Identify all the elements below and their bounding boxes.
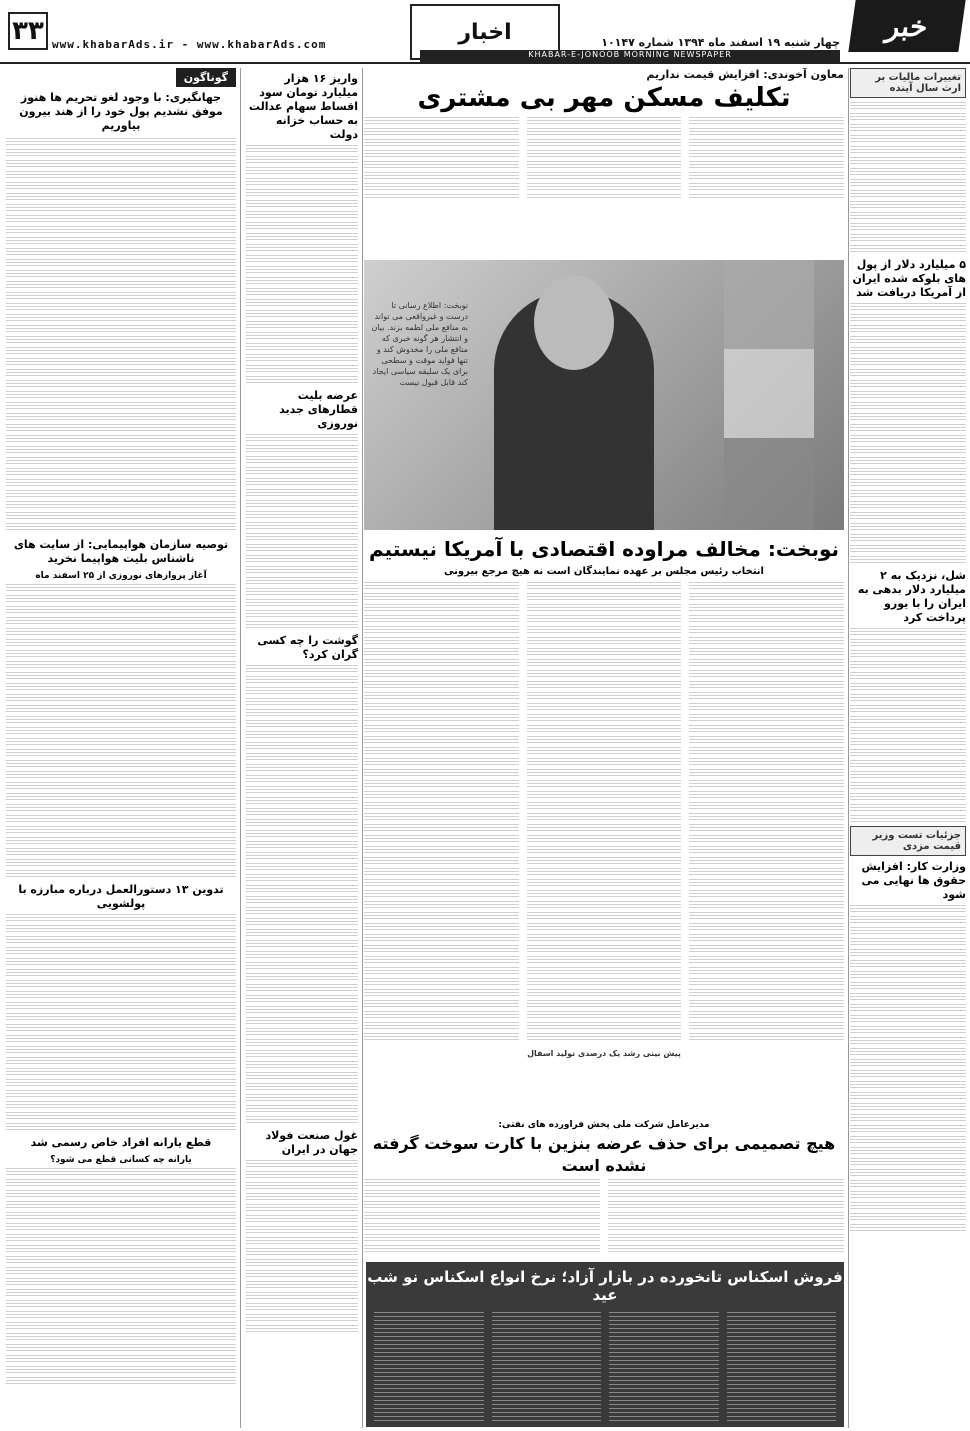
headline-2[interactable]: نوبخت: مخالف مراوده اقتصادی با آمریکا نیستیم: [368, 537, 840, 561]
left-heading-4b: یارانه چه کسانی قطع می شود؟: [50, 1155, 192, 1165]
dateline: چهار شنبه ۱۹ اسفند ماه ۱۳۹۴ شماره ۱۰۱۴۷: [601, 36, 840, 49]
page-number: ۳۳: [8, 12, 48, 50]
section-title: اخبار: [458, 19, 512, 45]
speaker-face: [534, 275, 614, 370]
middle-heading-2: عرضه بلیت قطارهای جدید نوروزی: [279, 389, 358, 430]
subhead-2: انتخاب رئیس مجلس بر عهده نمایندگان است نه هیچ مرجع بیرونی: [444, 566, 764, 577]
fuel-headline[interactable]: هیچ تصمیمی برای حذف عرضه بنزین با کارت سوخت گرفته نشده است: [372, 1134, 836, 1175]
right-column: [850, 68, 966, 1428]
right-col-heading-3: شل، نزدیک به ۲ میلیارد دلار بدهی به ایران را با یورو پرداخت کرد: [857, 569, 966, 624]
left-heading-3: تدوین ۱۳ دستورالعمل درباره مبارزه با پولشویی: [18, 883, 224, 910]
column-divider: [362, 68, 363, 1428]
inner-caption: پیش بینی رشد یک درصدی تولید اسفال: [527, 1049, 681, 1058]
column-divider: [240, 68, 241, 1428]
main-headline[interactable]: تکلیف مسکن مهر بی مشتری: [417, 83, 791, 113]
middle-column: [246, 68, 358, 1428]
fuel-story: [364, 1115, 844, 1255]
right-col-heading-2: ۵ میلیارد دلار از پول های بلوکه شده ایران از آمریکا دریافت شد: [852, 258, 966, 299]
section-box-gunagun: گوناگون: [176, 68, 236, 87]
newspaper-logo: [848, 0, 965, 52]
masthead: [0, 0, 970, 64]
middle-heading-3: گوشت را چه کسی گران کرد؟: [257, 634, 358, 661]
fuel-kicker: مدیرعامل شرکت ملی پخش فراورده های نفتی:: [498, 1120, 710, 1130]
right-col-heading-4: جزئیات تست وزیر قیمت مزدی: [850, 826, 966, 856]
right-col-heading-5: وزارت کار: افزایش حقوق ها نهایی می شود: [861, 860, 966, 901]
main-kicker: معاون آخوندی: افزایش قیمت نداریم: [646, 68, 844, 81]
middle-heading-4: غول صنعت فولاد جهان در ایران: [265, 1129, 358, 1156]
column-divider: [848, 68, 849, 1428]
main-story-top: [364, 68, 844, 198]
main-story-second: [364, 536, 844, 1176]
left-heading-2: توصیه سازمان هواپیمایی: از سایت های ناشناس بلیت هواپیما نخرید: [13, 538, 229, 565]
left-column: [6, 68, 236, 1428]
photo-caption: نوبخت: اطلاع رسانی تا درست و غیرواقعی می تواند به منافع ملی لطمه بزند. بیان و انتشار هر گونه خبری که منافع ملی را مخدوش کند و تنها فواید موقت و سطحی برای یک سلیقه سیاسی ایجاد کند قابل قبول نیست: [371, 301, 468, 387]
left-heading-2b: آغاز پروازهای نوروزی از ۲۵ اسفند ماه: [35, 571, 207, 581]
flag-image: [724, 260, 814, 530]
banknote-ad[interactable]: [366, 1262, 844, 1427]
left-heading-1: جهانگیری: با وجود لغو تحریم ها هنوز موفق نشدیم پول خود را از هند بیرون بیاوریم: [19, 91, 223, 132]
banknote-ad-title: فروش اسکناس تانخورده در بازار آزاد؛ نرخ انواع اسکناس نو شب عید: [367, 1268, 843, 1304]
site-url[interactable]: www.khabarAds.ir - www.khabarAds.com: [52, 38, 327, 51]
logo-text: خبر: [884, 9, 930, 43]
middle-heading-1: واریز ۱۶ هزار میلیارد تومان سود اقساط سهام عدالت به حساب خزانه دولت: [248, 72, 358, 141]
right-col-heading-1: تغییرات مالیات بر ارث سال آینده: [850, 68, 966, 98]
sub-banner: KHABAR-E-JONOOB MORNING NEWSPAPER: [420, 50, 840, 64]
left-heading-4: قطع یارانه افراد خاص رسمی شد: [30, 1136, 212, 1149]
